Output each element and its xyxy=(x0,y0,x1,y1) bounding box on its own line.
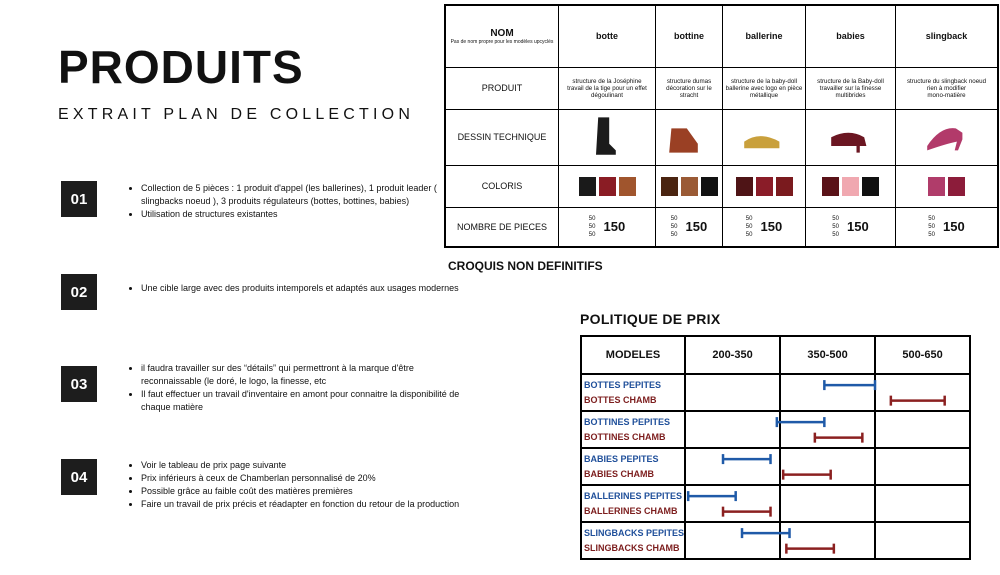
product-description-slingback xyxy=(896,67,999,109)
model-labels xyxy=(581,522,685,559)
price-cell xyxy=(685,522,780,559)
color-swatch xyxy=(736,177,753,196)
bullet-item: • Prix inférieurs à ceux de Chamberlan personnalisé de 20% xyxy=(141,472,461,485)
piece-per-color: 50 xyxy=(745,223,753,230)
piece-count-ballerine xyxy=(723,207,806,247)
price-row xyxy=(581,411,970,448)
price-cell xyxy=(875,448,970,485)
description-line: travailler sur la finesse xyxy=(819,84,882,92)
description-line: rien à modifier xyxy=(926,84,967,92)
product-name-babies: babies xyxy=(806,5,896,67)
model-label-pepites: SLINGBACKS PEPITES xyxy=(584,527,685,538)
model-label-pepites: BOTTINES PEPITES xyxy=(584,416,671,427)
model-labels xyxy=(581,411,685,448)
ballerina-flat-icon xyxy=(742,113,786,157)
product-name-bottine: bottine xyxy=(656,5,723,67)
bullet-item: • Possible grâce au faible coût des matières premières xyxy=(141,485,461,498)
point-bullets-1 xyxy=(128,182,461,221)
slingback-heel-icon xyxy=(925,113,969,157)
collection-plan-table xyxy=(444,4,999,248)
description-line: ballerine avec logo en pièce métallique xyxy=(725,84,803,99)
point-number-1: 01 xyxy=(61,181,97,217)
piece-per-color: 50 xyxy=(745,231,753,238)
description-line: mono-matière xyxy=(927,91,966,99)
piece-per-color: 50 xyxy=(588,215,596,222)
piece-per-color: 50 xyxy=(588,223,596,230)
piece-per-color: 50 xyxy=(928,231,935,238)
bullet-item: • Voir le tableau de prix page suivante xyxy=(141,459,461,472)
piece-total: 150 xyxy=(846,219,869,235)
bullet-item: • Collection de 5 pièces : 1 produit d'appel (les ballerines), 1 produit leader ( slingbacks noeud ), 3 produits régulateurs (bottes, bottines, babies) xyxy=(141,182,461,208)
point-number-2: 02 xyxy=(61,274,97,310)
piece-per-color: 50 xyxy=(670,223,678,230)
bullet-item: • Il faut effectuer un travail d'inventaire en amont pour connaitre la disponibilité de chaque matière xyxy=(141,388,461,414)
piece-total: 150 xyxy=(760,219,783,235)
product-name-ballerine: ballerine xyxy=(723,5,806,67)
technical-drawing-ballerine xyxy=(723,109,806,165)
product-description-ballerine xyxy=(723,67,806,109)
ankle-boot-icon xyxy=(667,113,711,157)
color-swatch xyxy=(701,177,718,196)
bullet-item: • Utilisation de structures existantes xyxy=(141,208,461,221)
piece-per-color: 50 xyxy=(928,215,935,222)
price-cell xyxy=(780,522,875,559)
product-description-bottine xyxy=(656,67,723,109)
piece-per-color: 50 xyxy=(588,231,596,238)
product-name-botte: botte xyxy=(559,5,656,67)
technical-drawing-babies xyxy=(806,109,896,165)
piece-per-color: 50 xyxy=(670,215,678,222)
point-bullets-3 xyxy=(128,362,461,414)
piece-per-color: 50 xyxy=(832,215,839,222)
description-line: travail de la tige pour un effet dégoulinant xyxy=(567,84,647,99)
description-line: structure dumas xyxy=(666,77,712,85)
model-label-chamb: BALLERINES CHAMB xyxy=(584,505,678,516)
color-swatch xyxy=(661,177,678,196)
product-description-babies xyxy=(806,67,896,109)
description-line: décoration sur le stracht xyxy=(666,84,712,99)
nom-header-cell xyxy=(445,5,559,67)
row-label-nombre-de-pieces: NOMBRE DE PIECES xyxy=(445,207,559,247)
colorways-botte xyxy=(559,165,656,207)
price-header-range-3: 500-650 xyxy=(875,336,970,374)
price-cell xyxy=(875,485,970,522)
technical-drawing-bottine xyxy=(656,109,723,165)
point-bullets-2 xyxy=(128,282,461,295)
description-line: structure du slingback noeud xyxy=(906,77,987,85)
color-swatch xyxy=(862,177,879,196)
model-labels xyxy=(581,485,685,522)
price-row xyxy=(581,448,970,485)
color-swatch xyxy=(842,177,859,196)
colorways-babies xyxy=(806,165,896,207)
colorways-bottine xyxy=(656,165,723,207)
color-swatch xyxy=(756,177,773,196)
boot-icon xyxy=(585,113,629,157)
color-swatch xyxy=(681,177,698,196)
bullet-item: • il faudra travailler sur des “détails” qui permettront à la marque d'être reconnaissable (le doré, le logo, la finesse, etc xyxy=(141,362,461,388)
price-cell xyxy=(780,374,875,411)
price-cell xyxy=(780,411,875,448)
model-labels xyxy=(581,448,685,485)
description-line: multibrides xyxy=(835,91,866,99)
model-labels xyxy=(581,374,685,411)
point-number-4: 04 xyxy=(61,459,97,495)
price-header-range-2: 350-500 xyxy=(780,336,875,374)
price-cell xyxy=(875,522,970,559)
piece-count-babies xyxy=(806,207,896,247)
color-swatch xyxy=(928,177,945,196)
color-swatch xyxy=(822,177,839,196)
piece-count-botte xyxy=(559,207,656,247)
price-cell xyxy=(685,448,780,485)
color-swatch xyxy=(579,177,596,196)
mary-jane-shoe-icon xyxy=(829,113,873,157)
nom-label: NOM xyxy=(490,27,514,39)
row-label-produit: PRODUIT xyxy=(445,67,559,109)
bullet-item: • Une cible large avec des produits intemporels et adaptés aux usages modernes xyxy=(141,282,461,295)
technical-drawing-slingback xyxy=(896,109,999,165)
model-label-chamb: BOTTES CHAMB xyxy=(584,394,657,405)
nom-sublabel: Pas de nom propre pour les modèles upcyclés xyxy=(450,38,554,45)
description-line: structure de la Baby-doll xyxy=(817,77,884,85)
colorways-slingback xyxy=(896,165,999,207)
sketch-disclaimer: CROQUIS NON DEFINITIFS xyxy=(448,259,603,273)
model-label-pepites: BALLERINES PEPITES xyxy=(584,490,683,501)
point-number-3: 03 xyxy=(61,366,97,402)
model-label-chamb: BABIES CHAMB xyxy=(584,468,655,479)
price-row xyxy=(581,522,970,559)
model-label-pepites: BOTTES PEPITES xyxy=(584,379,662,390)
product-description-botte xyxy=(559,67,656,109)
model-label-chamb: BOTTINES CHAMB xyxy=(584,431,666,442)
color-swatch xyxy=(619,177,636,196)
piece-per-color: 50 xyxy=(928,223,935,230)
piece-per-color: 50 xyxy=(670,231,678,238)
row-label-dessin-technique: DESSIN TECHNIQUE xyxy=(445,109,559,165)
piece-per-color: 50 xyxy=(745,215,753,222)
piece-total: 150 xyxy=(603,219,626,235)
product-name-slingback: slingback xyxy=(896,5,999,67)
piece-count-slingback xyxy=(896,207,999,247)
price-row xyxy=(581,374,970,411)
page-subtitle: EXTRAIT PLAN DE COLLECTION xyxy=(58,106,415,123)
price-cell xyxy=(780,485,875,522)
point-bullets-4 xyxy=(128,459,461,511)
price-cell xyxy=(875,374,970,411)
price-policy-chart xyxy=(580,335,971,560)
description-line: structure de la baby-doll xyxy=(730,77,798,85)
price-row xyxy=(581,485,970,522)
price-cell xyxy=(685,411,780,448)
page-title: PRODUITS xyxy=(58,41,304,93)
colorways-ballerine xyxy=(723,165,806,207)
piece-count-bottine xyxy=(656,207,723,247)
model-label-chamb: SLINGBACKS CHAMB xyxy=(584,542,680,553)
piece-total: 150 xyxy=(942,219,965,235)
row-label-coloris: COLORIS xyxy=(445,165,559,207)
price-table xyxy=(580,335,971,560)
color-swatch xyxy=(948,177,965,196)
price-policy-title: POLITIQUE DE PRIX xyxy=(580,311,721,327)
technical-drawing-botte xyxy=(559,109,656,165)
piece-total: 150 xyxy=(685,219,708,235)
piece-per-color: 50 xyxy=(832,223,839,230)
price-cell xyxy=(685,374,780,411)
price-header-range-1: 200-350 xyxy=(685,336,780,374)
price-cell xyxy=(875,411,970,448)
color-swatch xyxy=(599,177,616,196)
piece-per-color: 50 xyxy=(832,231,839,238)
color-swatch xyxy=(776,177,793,196)
price-header-models: MODELES xyxy=(581,336,685,374)
price-cell xyxy=(780,448,875,485)
price-cell xyxy=(685,485,780,522)
description-line: structure de la Joséphine xyxy=(572,77,642,85)
model-label-pepites: BABIES PEPITES xyxy=(584,453,659,464)
bullet-item: • Faire un travail de prix précis et réadapter en fonction du retour de la production xyxy=(141,498,461,511)
